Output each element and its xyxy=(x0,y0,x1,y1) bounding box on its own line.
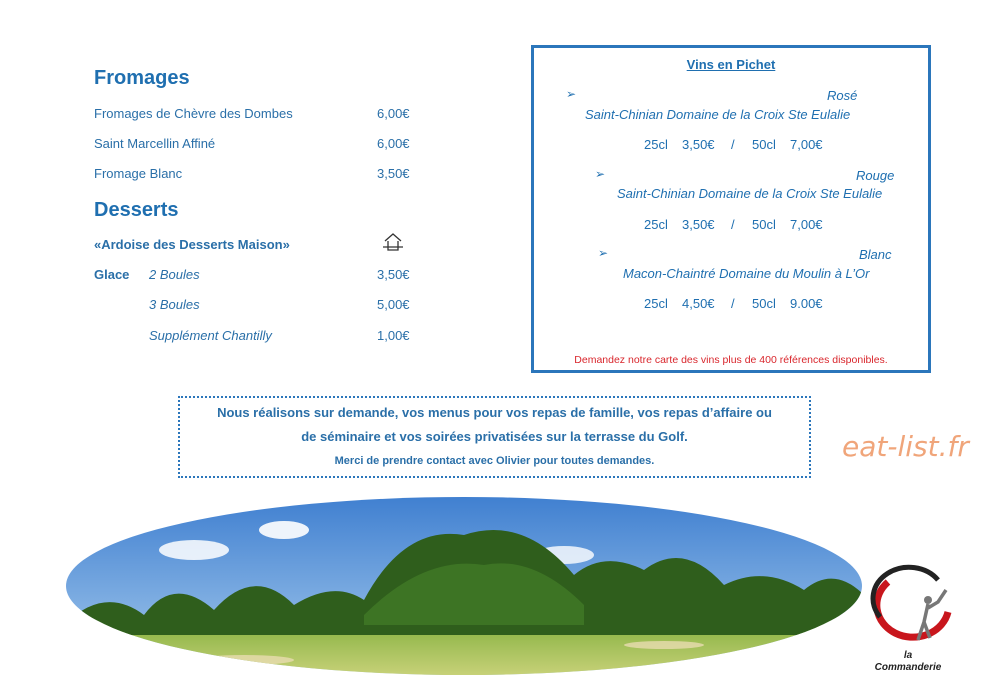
wine-size: 25cl xyxy=(644,217,668,232)
golf-panorama-image xyxy=(64,495,864,682)
glace-item-name: 3 Boules xyxy=(149,297,200,312)
fromage-item-price: 6,00€ xyxy=(377,136,410,151)
wine-size: 50cl xyxy=(752,217,776,232)
fromages-title: Fromages xyxy=(94,67,190,89)
arrow-bullet-icon: ➢ xyxy=(595,167,606,181)
wine-price: 3,50€ xyxy=(682,217,715,232)
fromage-item-name: Fromages de Chèvre des Dombes xyxy=(94,106,293,121)
info-contact-line: Merci de prendre contact avec Olivier pour toutes demandes. xyxy=(334,455,655,467)
fromage-item-price: 3,50€ xyxy=(377,166,410,181)
info-line: Nous réalisons sur demande, vos menus pour vos repas de famille, vos repas d’affaire ou xyxy=(217,405,772,420)
wine-price: 7,00€ xyxy=(790,137,823,152)
wine-name: Saint-Chinian Domaine de la Croix Ste Eulalie xyxy=(617,186,883,201)
wine-price: 7,00€ xyxy=(790,217,823,232)
wine-price: 3,50€ xyxy=(682,137,715,152)
arrow-bullet-icon: ➢ xyxy=(598,246,609,260)
wine-name: Saint-Chinian Domaine de la Croix Ste Eulalie xyxy=(585,107,851,122)
wine-color: Blanc xyxy=(859,247,892,262)
house-icon xyxy=(382,232,404,257)
wine-price: 9.00€ xyxy=(790,296,823,311)
wine-footer-note: Demandez notre carte des vins plus de 400 références disponibles. xyxy=(574,354,888,366)
wine-size: 25cl xyxy=(644,296,668,311)
wine-box xyxy=(531,45,931,373)
wine-size: 50cl xyxy=(752,296,776,311)
glace-item-price: 3,50€ xyxy=(377,267,410,282)
wine-size: 25cl xyxy=(644,137,668,152)
glace-item-name: 2 Boules xyxy=(149,267,200,282)
glace-item-name: Supplément Chantilly xyxy=(149,328,272,343)
wine-separator: / xyxy=(731,137,735,152)
wine-price: 4,50€ xyxy=(682,296,715,311)
logo-line1: la xyxy=(903,650,913,661)
wine-color: Rosé xyxy=(827,88,858,103)
arrow-bullet-icon: ➢ xyxy=(566,87,577,101)
glace-item-price: 5,00€ xyxy=(377,297,410,312)
fromage-item-price: 6,00€ xyxy=(377,106,410,121)
glace-item-price: 1,00€ xyxy=(377,328,410,343)
fromage-item-name: Saint Marcellin Affiné xyxy=(94,136,216,151)
wine-box-title: Vins en Pichet xyxy=(686,57,776,72)
desserts-title: Desserts xyxy=(94,199,179,221)
info-line: de séminaire et vos soirées privatisées sur la terrasse du Golf. xyxy=(301,429,688,444)
wine-separator: / xyxy=(731,217,735,232)
ardoise-desserts: «Ardoise des Desserts Maison» xyxy=(94,237,290,252)
fromage-item-name: Fromage Blanc xyxy=(94,166,183,181)
wine-separator: / xyxy=(731,296,735,311)
commanderie-logo xyxy=(858,562,958,677)
wine-color: Rouge xyxy=(856,168,895,183)
glace-label: Glace xyxy=(94,267,130,282)
watermark: eat-list.fr xyxy=(842,430,969,463)
wine-size: 50cl xyxy=(752,137,776,152)
logo-line2: Commanderie xyxy=(874,662,942,672)
wine-name: Macon-Chaintré Domaine du Moulin à L’Or xyxy=(623,266,870,281)
info-box xyxy=(178,396,811,478)
